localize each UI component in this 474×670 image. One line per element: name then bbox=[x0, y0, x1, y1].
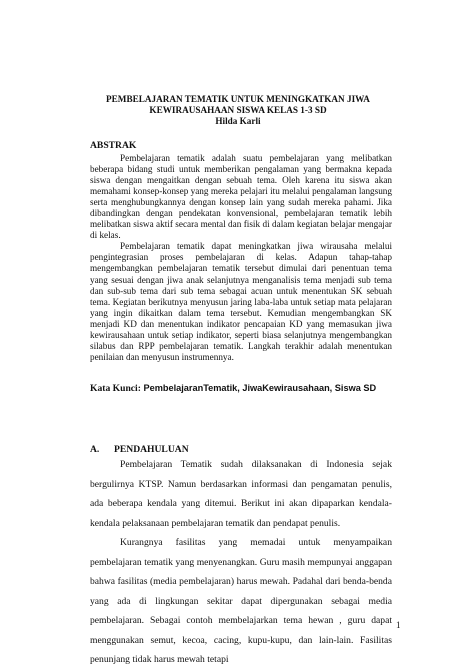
keywords-value: PembelajaranTematik, JiwaKewirausahaan, Siswa SD bbox=[140, 383, 377, 393]
abstract-body bbox=[90, 153, 392, 363]
abstract-heading: ABSTRAK bbox=[90, 140, 137, 151]
section-number: A. bbox=[90, 444, 100, 455]
paper-author: Hilda Karli bbox=[215, 116, 261, 126]
section-title: PENDAHULUAN bbox=[114, 444, 189, 455]
introduction-body bbox=[90, 455, 392, 670]
intro-paragraph-1: Pembelajaran Tematik sudah dilaksanakan di Indonesia sejak bergulirnya KTSP. Namun berdasarkan informasi dan pengamatan penulis, ada beberapa kendala yang ditemui. Berikut ini akan dipaparkan kendala-kendala pelaksanaan pembelajaran tematik dan pendapat penulis. bbox=[90, 459, 392, 529]
page-number: 1 bbox=[396, 620, 401, 630]
paper-title-line-1: PEMBELAJARAN TEMATIK UNTUK MENINGKATKAN JIWA bbox=[106, 94, 370, 104]
paper-title-line-2: KEWIRAUSAHAAN SISWA KELAS 1-3 SD bbox=[149, 105, 327, 115]
abstract-paragraph-2: Pembelajaran tematik dapat meningkatkan jiwa wirausaha melalui pengintegrasian proses pembelajaran di kelas. Adapun tahap-tahap mengembangkan pembelajaran tematik tersebut dimulai dari penentuan tema yang sesuai dengan jiwa anak selanjutnya menganalisis tema menjadi sub tema dan sub-sub tema dari sub tema sebagai acuan untuk menentukan SK sebuah tema. Kegiatan berikutnya menyusun jaring laba-laba untuk setiap mata pelajaran yang ingin dikaitkan dalam tema tersebut. Kemudian mengembangkan SK menjadi KD dan menentukan indikator pencapaian KD yang memasukan jiwa kewirausahaan untuk setiap indikator, seperti biasa selanjutnya mengembangkan silabus dan RPP pembelajaran tematik. Langkah terakhir adalah menentukan penilaian dan menyusun instrumennya. bbox=[90, 241, 392, 362]
abstract-paragraph-1: Pembelajaran tematik adalah suatu pembelajaran yang melibatkan beberapa bidang studi untuk memberikan pengalaman yang bermakna kepada siswa dengan mengaitkan dengan sebuah tema. Oleh karena itu siswa akan memahami konsep-konsep yang mereka pelajari itu melalui pengalaman langsung serta menghubungkannya dengan konsep lain yang sudah mereka pahami. Jika dibandingkan dengan pendekatan konvensional, pembelajaran tematik lebih melibatkan siswa aktif secara mental dan fisik di dalam kegiatan belajar mengajar di kelas. bbox=[90, 153, 392, 241]
keywords-line bbox=[90, 382, 410, 395]
paper-title-block bbox=[86, 94, 390, 127]
intro-paragraph-2: Kurangnya fasilitas yang memadai untuk menyampaikan pembelajaran tematik yang menyenangkan. Guru masih mempunyai anggapan bahwa fasilitas (media pembelajaran) harus mewah. Padahal dari benda-benda yang ada di lingkungan sekitar dapat dipergunakan sebagai media pembelajaran. Sebagai contoh membelajarkan tema hewan , guru dapat menggunakan semut, kecoa, cacing, kupu-kupu, dan lain-lain. Fasilitas penunjang tidak harus mewah tetapi bbox=[90, 537, 392, 666]
keywords-label: Kata Kunci: bbox=[90, 383, 141, 394]
